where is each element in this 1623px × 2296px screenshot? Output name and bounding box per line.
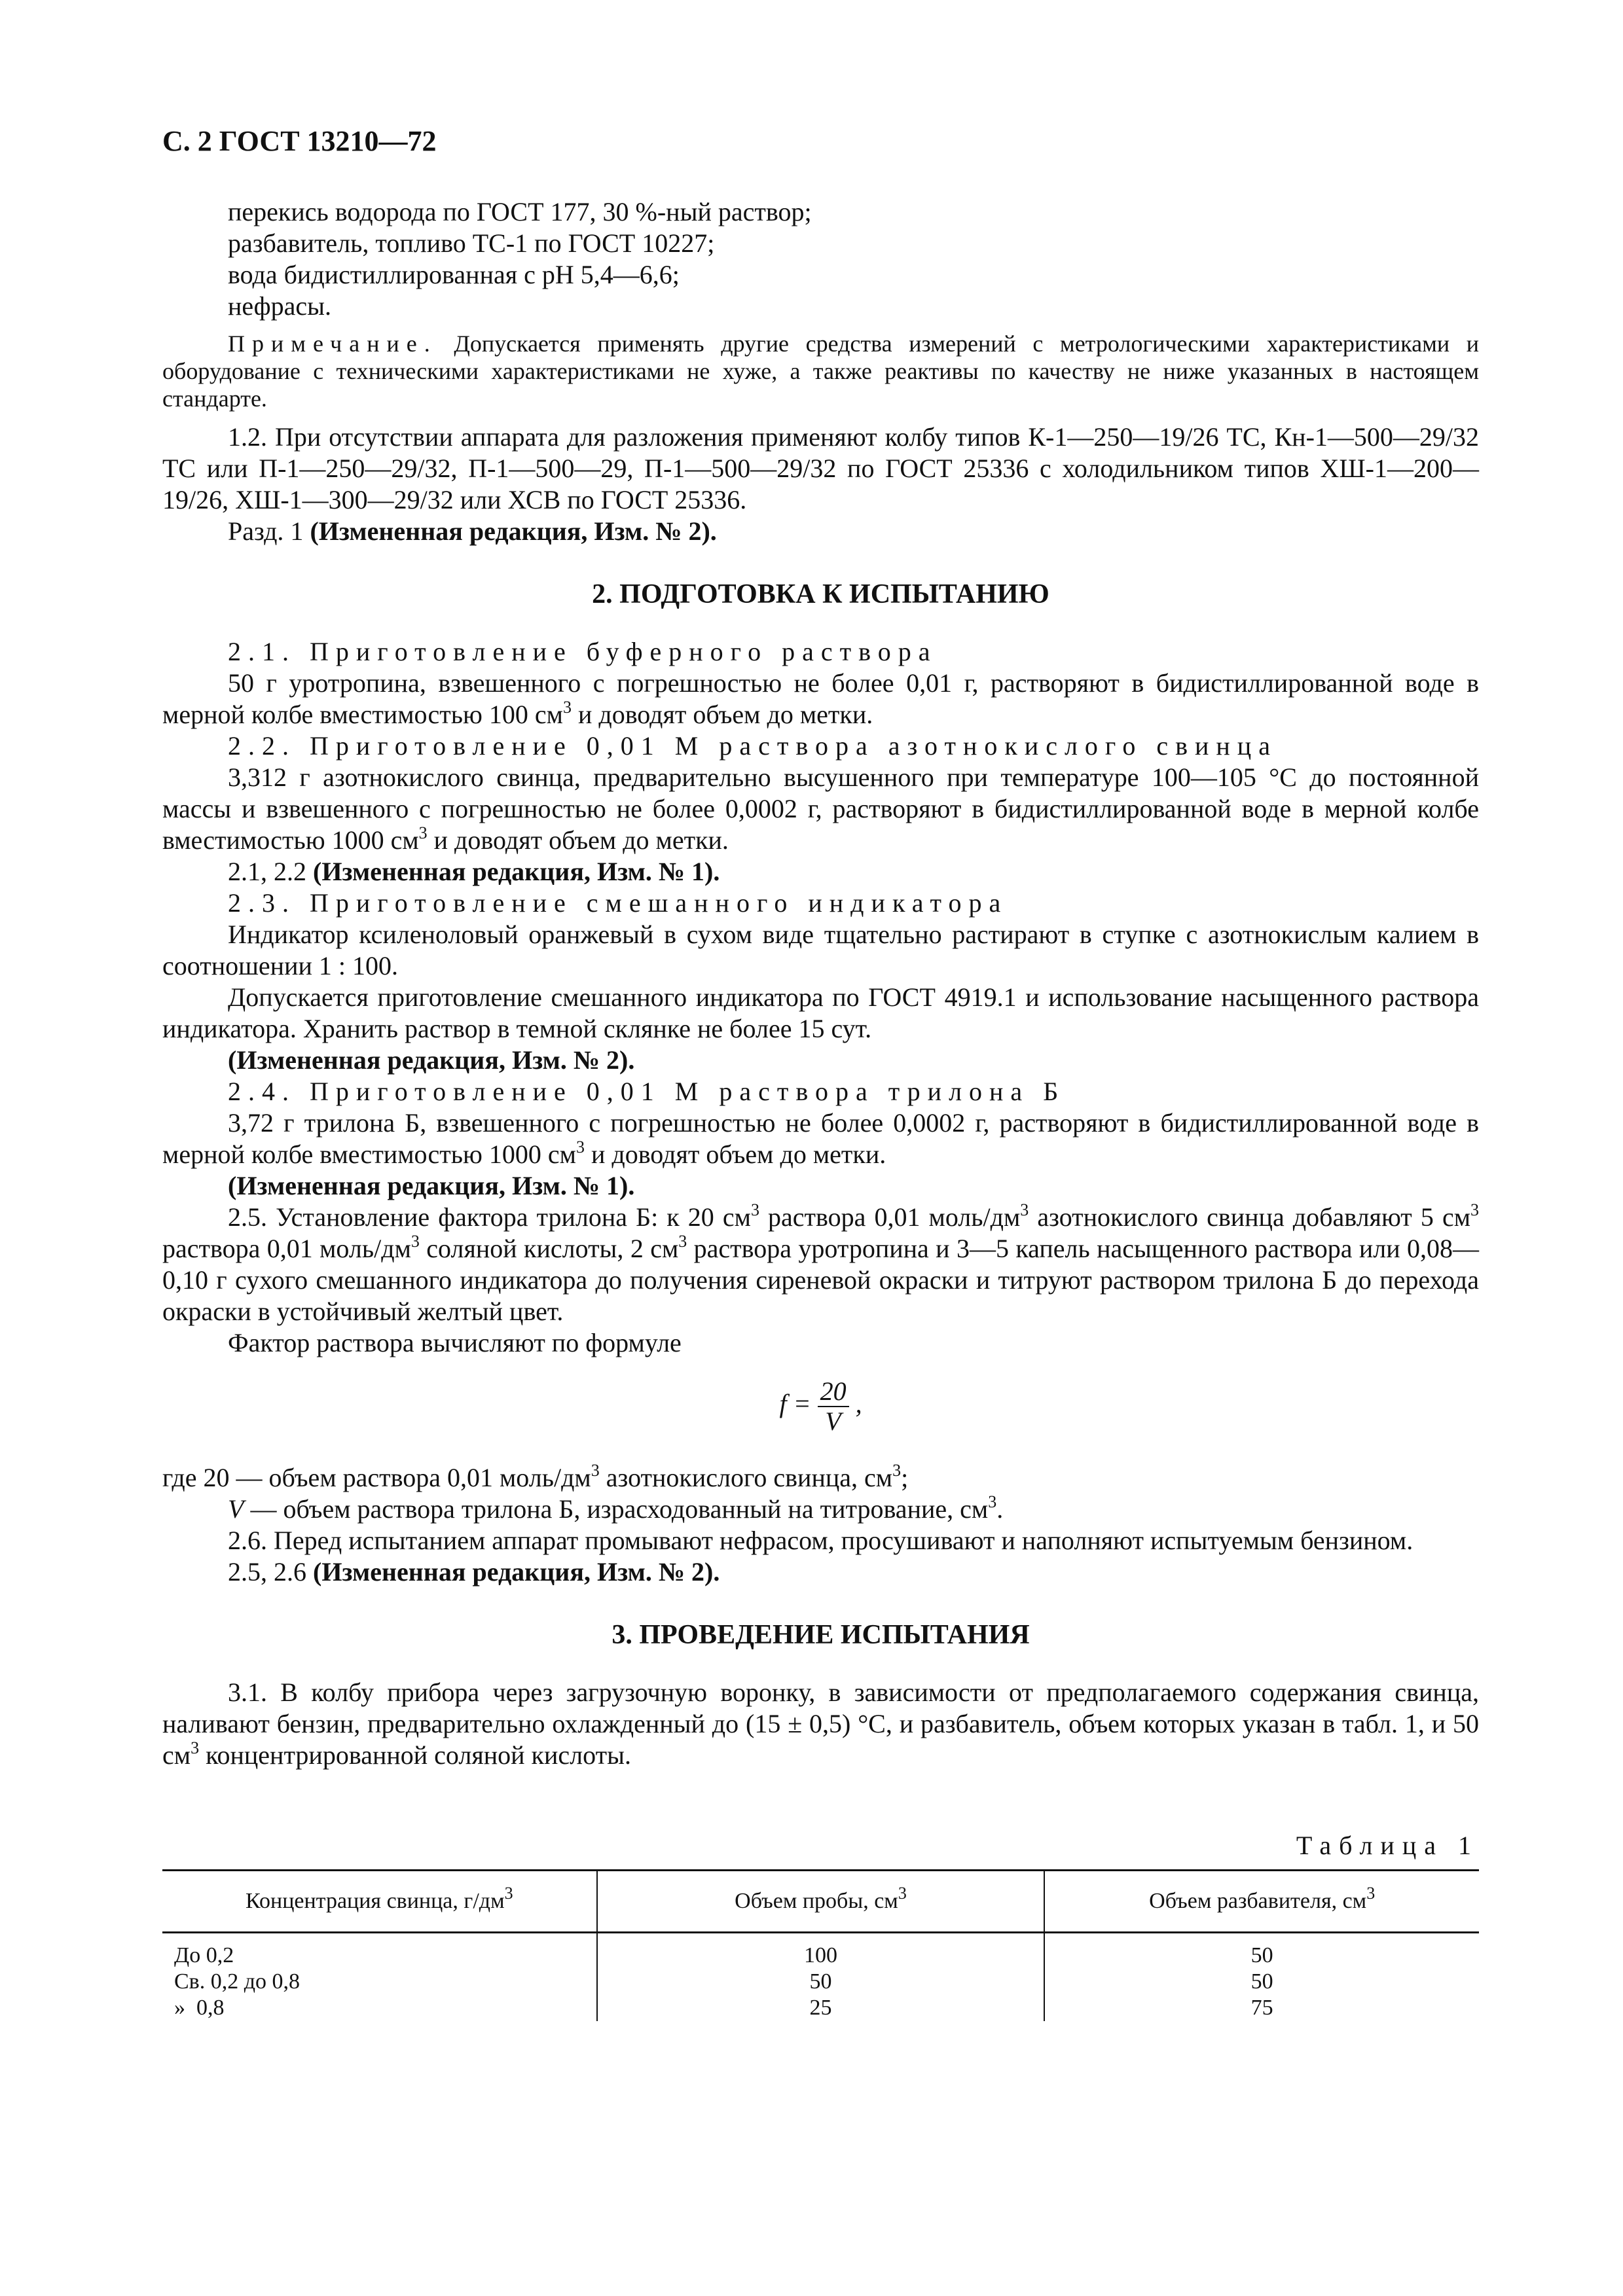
formula: f = $\frac{20}{V}$ , <box>779 1376 862 1436</box>
note-paragraph <box>162 330 1479 412</box>
revision-note-2-4: (Измененная редакция, Изм. № 1). <box>228 1171 635 1200</box>
reagent-list <box>228 196 1479 322</box>
revision-note-2-1-2-2: 2.1, 2.2 (Измененная редакция, Изм. № 1). <box>228 857 720 886</box>
list-item: нефрасы. <box>228 291 331 321</box>
table-header: Концентрация свинца, $г/дм^3$ <box>162 1871 597 1933</box>
list-item: перекись водорода по ГОСТ 177, 30 %-ный раствор; <box>228 197 812 226</box>
table-cell: 100 50 25 <box>597 1933 1045 2022</box>
list-item: разбавитель, топливо ТС-1 по ГОСТ 10227; <box>228 228 715 258</box>
formula-numerator: 20 <box>818 1377 849 1407</box>
paragraph-2-5: 2.5. Установление фактора трилона Б: к 20 $см^3$ раствора 0,01 моль/$дм^3$ азотнокислого свинца добавляют 5 $см^3$ раствора 0,01 моль/$дм^3$ соляной кислоты, 2 $см^3$ раствора уротропина и 3—5 капель насыщенного раствора или 0,08—0,10 г сухого смешанного индикатора до получения сиреневой окраски и титруют раствором трилона Б до перехода окраски в устойчивый желтый цвет. <box>162 1200 1480 1326</box>
revision-note-2-5-2-6: 2.5, 2.6 (Измененная редакция, Изм. № 2). <box>228 1557 720 1587</box>
formula-intro: Фактор раствора вычисляют по формуле <box>228 1328 682 1357</box>
section-2-title: 2. ПОДГОТОВКА К ИСПЫТАНИЮ <box>592 579 1049 609</box>
table-header: Объем пробы, $см^3$ <box>597 1871 1045 1933</box>
paragraph-2-3-b: Допускается приготовление смешанного индикатора по ГОСТ 4919.1 и использование насыщенного раствора индикатора. Хранить раствор в темной склянке не более 15 сут. <box>162 982 1479 1043</box>
section-3-title: 3. ПРОВЕДЕНИЕ ИСПЫТАНИЯ <box>611 1620 1030 1650</box>
table-cell: До 0,2 Св. 0,2 до 0,8 » 0,8 <box>174 1943 301 2020</box>
formula-where-2: V — объем раствора трилона Б, израсходованный на титрование, $см^3$. <box>228 1492 1004 1524</box>
list-item: вода бидистиллированная с рН 5,4—6,6; <box>228 260 680 289</box>
paragraph-2-6: 2.6. Перед испытанием аппарат промывают нефрасом, просушивают и наполняют испытуемым бензином. <box>228 1526 1413 1555</box>
paragraph-2-4: 3,72 г трилона Б, взвешенного с погрешностью не более 0,0002 г, растворяют в бидистиллированной воде в мерной колбе вместимостью 1000 $см^3$ и доводят объем до метки. <box>162 1108 1479 1169</box>
formula-fraction <box>818 1377 849 1436</box>
subsection-2-1-title: 2.1. Приготовление буферного раствора <box>228 637 938 666</box>
subsection-2-3-title: 2.3. Приготовление смешанного индикатора <box>228 888 1008 918</box>
paragraph-2-2: 3,312 г азотнокислого свинца, предварительно высушенного при температуре 100—105 °С до постоянной массы и взвешенного с погрешностью не более 0,0002 г, растворяют в бидистиллированной воде в мерной колбе вместимостью 1000 $см^3$ и доводят объем до метки. <box>162 762 1479 855</box>
formula-lhs: f <box>779 1389 787 1419</box>
paragraph-2-1: 50 г уротропина, взвешенного с погрешностью не более 0,01 г, растворяют в бидистиллированной воде в мерной колбе вместимостью 100 $см^3$ и доводят объем до метки. <box>162 668 1479 729</box>
table-row <box>162 1933 1479 2022</box>
table-header-row <box>162 1871 1479 1933</box>
subsection-2-2-title: 2.2. Приготовление 0,01 М раствора азотнокислого свинца <box>228 731 1277 761</box>
note-text: Допускается применять другие средства измерений с метрологическими характеристиками и оборудование с техническими характеристиками не хуже, а также реактивы по качеству не ниже указанных в настоящем стандарте. <box>162 331 1479 412</box>
table-header: Объем разбавителя, $см^3$ <box>1044 1871 1479 1933</box>
table-1-title: Таблица 1 <box>1296 1831 1479 1860</box>
formula-where-1: где 20 — объем раствора 0,01 моль/$дм^3$ азотнокислого свинца, $см^3$; <box>162 1460 909 1492</box>
subsection-2-4-title: 2.4. Приготовление 0,01 М раствора трилона Б <box>228 1077 1066 1106</box>
paragraph-2-3-a: Индикатор ксиленоловый оранжевый в сухом виде тщательно растирают в ступке с азотнокислым калием в соотношении 1 : 100. <box>162 920 1479 980</box>
page-content <box>162 196 1479 2021</box>
note-label: Примечание. <box>228 331 437 357</box>
paragraph-1-2: 1.2. При отсутствии аппарата для разложения применяют колбу типов К-1—250—19/26 ТС, Кн-1—500—29/32 ТС или П-1—250—29/32, П-1—500—29, П-1—500—29/32 по ГОСТ 25336 с холодильником типов ХШ-1—200—19/26, ХШ-1—300—29/32 или ХСВ по ГОСТ 25336. <box>162 422 1479 514</box>
formula-denominator: V <box>825 1407 841 1436</box>
revision-note-section1: Разд. 1 (Измененная редакция, Изм. № 2). <box>228 516 717 546</box>
revision-note-2-3: (Измененная редакция, Изм. № 2). <box>228 1045 635 1075</box>
page-header: С. 2 ГОСТ 13210—72 <box>162 125 437 157</box>
table-1 <box>162 1869 1479 2021</box>
table-cell: 50 50 75 <box>1044 1933 1479 2022</box>
paragraph-3-1: 3.1. В колбу прибора через загрузочную воронку, в зависимости от предполагаемого содержания свинца, наливают бензин, предварительно охлажденный до (15 ± 0,5) °С, и разбавитель, объем которых указан в табл. 1, и 50 $см^3$ концентрированной соляной кислоты. <box>162 1677 1479 1770</box>
